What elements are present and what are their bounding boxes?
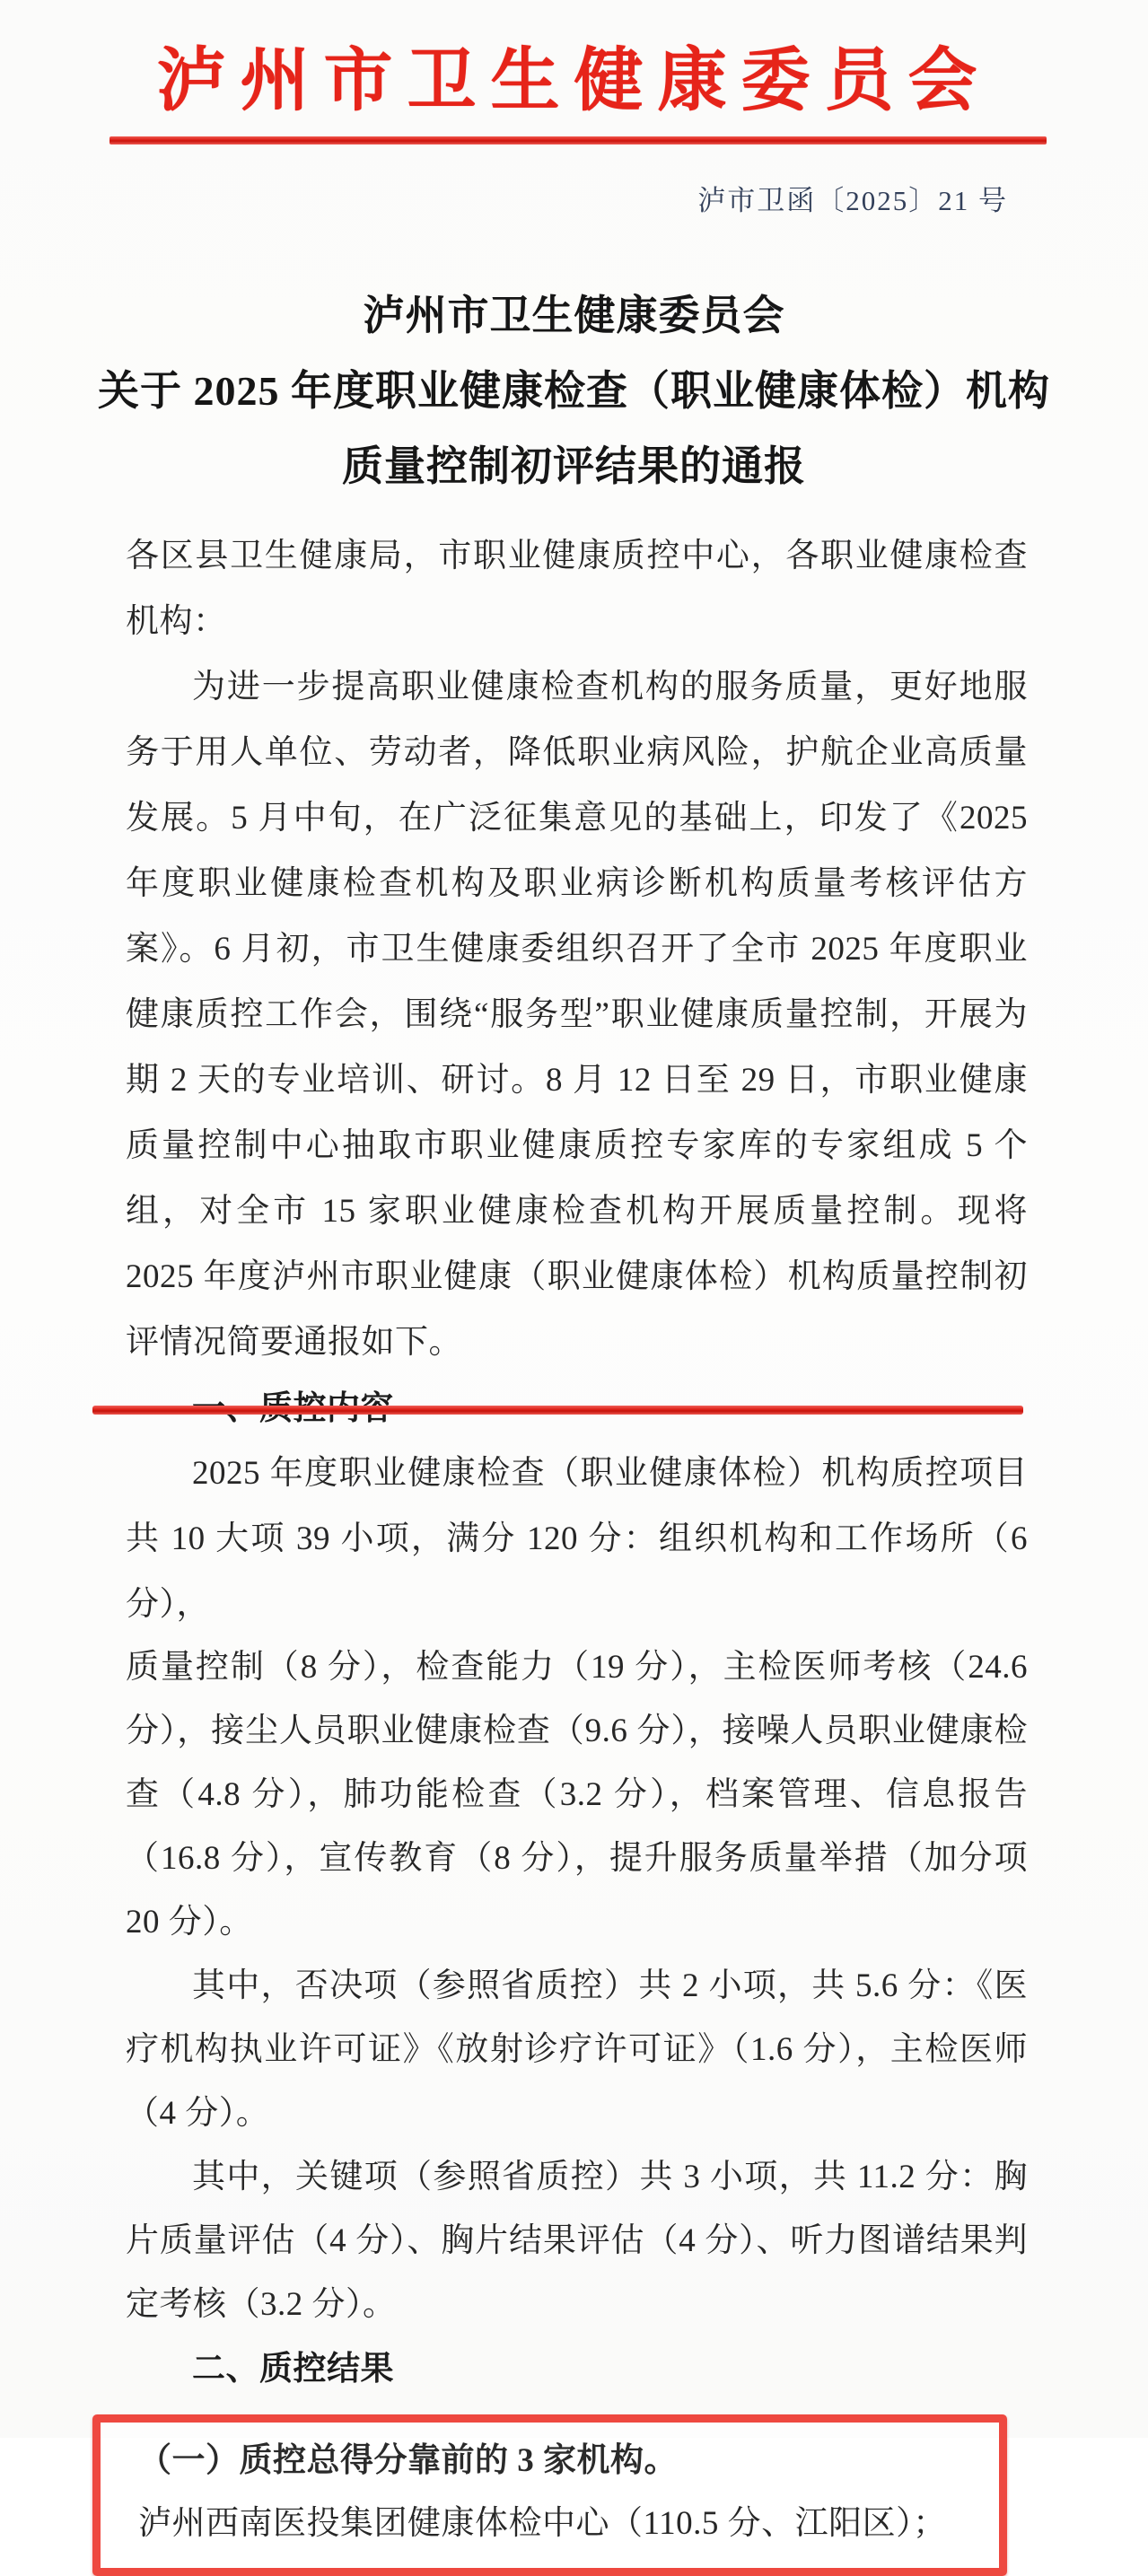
section-1-paragraph-page1: 2025 年度职业健康检查（职业健康体检）机构质控项目共 10 大项 39 小项，满分 120 分：组织机构和工作场所（6 分）， [126,1455,1028,1623]
veto-items-paragraph: 其中，否决项（参照省质控）共 2 小项，共 5.6 分：《医疗机构执业许可证》《放射诊疗许可证》（1.6 分），主检医师（4 分）。 [126,1967,1028,2132]
document-title-line-2: 关于 2025 年度职业健康检查（职业健康体检）机构 [98,368,1050,414]
intro-paragraph: 为进一步提高职业健康检查机构的服务质量，更好地服务于用人单位、劳动者，降低职业病风险，护航企业高质量发展。5 月中旬，在广泛征集意见的基础上，印发了《2025 年度职业健康检查机构及职业病诊断机构质量考核评估方案》。6 月初，市卫生健康委组织召开了全市 2025 年度职业健康质控工作会，围绕“服务型”职业健康质量控制，开展为期 2 天的专业培训、研讨。8 月 12 日至 29 日，市职业健康质量控制中心抽取市职业健康质控专家库的专家组成 5 个组，对全市 15 家职业健康检查机构开展质量控制。现将 2025 年度泸州市职业健康（职业健康体检）机构质量控制初评情况简要通报如下。 [126,669,1028,1361]
body-page-2 [126,1635,1028,2576]
key-items-paragraph: 其中，关键项（参照省质控）共 3 小项，共 11.2 分：胸片质量评估（4 分）、胸片结果评估（4 分）、听力图谱结果判定考核（3.2 分）。 [126,2159,1028,2323]
letterhead-red-rule [110,136,1047,145]
highlight-top-institution: 泸州西南医投集团健康体检中心（110.5 分、江阳区）； [138,2505,947,2542]
salutation-line: 各区县卫生健康局，市职业健康质控中心，各职业健康检查机构： [126,538,1028,640]
agency-letterhead: 泸州市卫生健康委员会 [156,42,992,119]
highlight-subheading: （一）质控总得分靠前的 3 家机构。 [138,2442,678,2479]
document-title-line-1: 泸州市卫生健康委员会 [363,293,785,338]
page-break-red-rule [92,1406,1023,1415]
section-1-paragraph-page2: 质量控制（8 分），检查能力（19 分），主检医师考核（24.6 分），接尘人员职业健康检查（9.6 分），接噪人员职业健康检查（4.8 分），肺功能检查（3.2 分），档案管理、信息报告（16.8 分），宣传教育（8 分），提升服务质量举措（加分项 20 分）。 [126,1649,1028,1941]
document-reference-number: 泸市卫函〔2025〕21 号 [697,185,1008,216]
section-2-heading: 二、质控结果 [192,2350,394,2387]
document-title-line-3: 质量控制初评结果的通报 [342,443,806,489]
body-page-1 [126,523,1028,1637]
highlight-red-box [92,2414,1007,2576]
document-title [45,278,1103,504]
